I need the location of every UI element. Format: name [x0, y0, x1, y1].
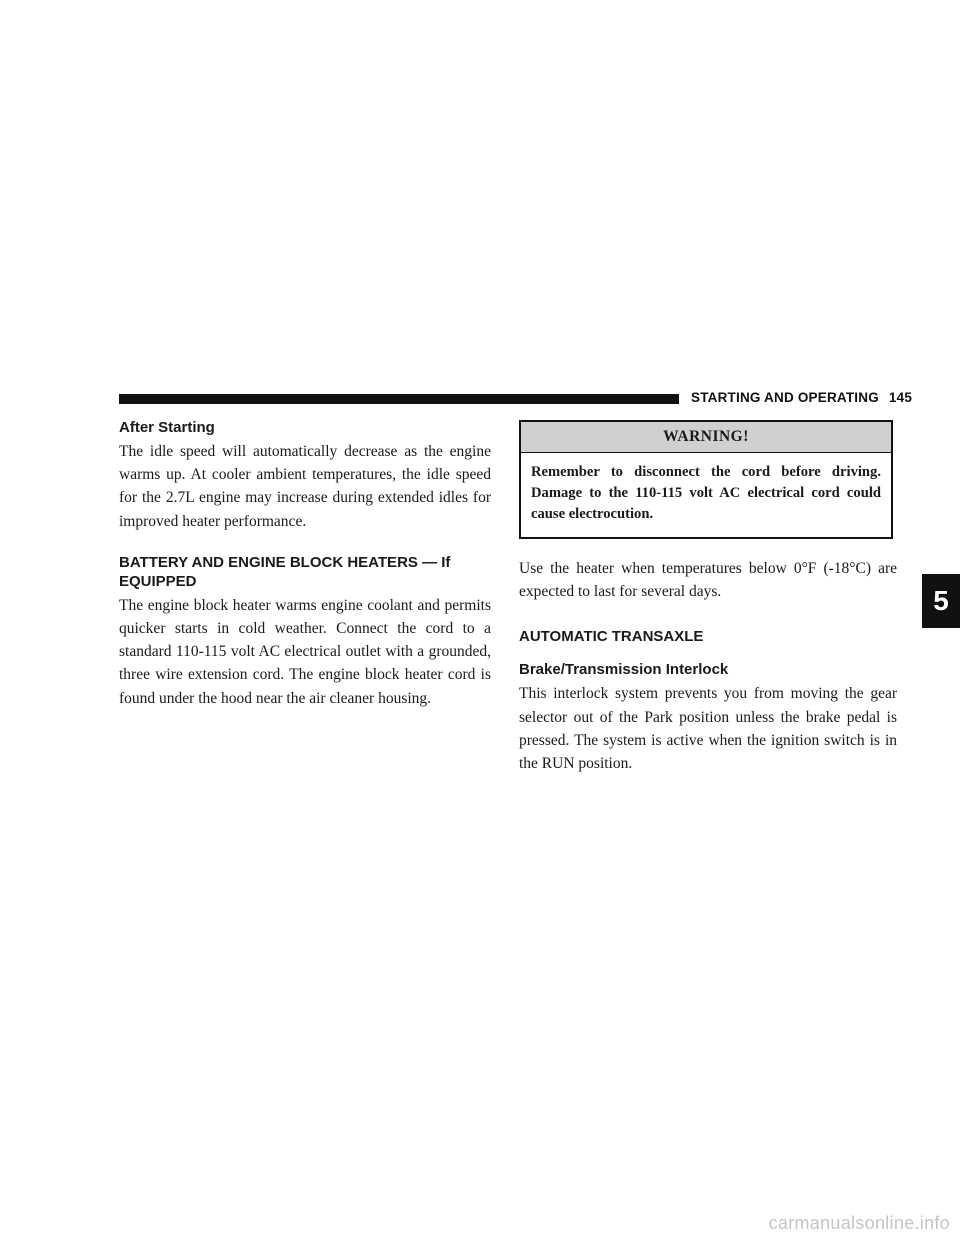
after-starting-heading: After Starting — [119, 419, 215, 436]
after-starting-text: The idle speed will automatically decrease as the engine warms up. At cooler ambient temperatures, the idle speed for the 2.7L engine may increase during extended idles for improved heater performance. — [119, 443, 491, 530]
right-column — [519, 420, 897, 775]
watermark: carmanualsonline.info — [768, 1213, 950, 1233]
chapter-tab: 5 — [922, 574, 960, 628]
transaxle-heading: AUTOMATIC TRANSAXLE — [519, 628, 704, 646]
warning-title: WARNING! — [521, 422, 891, 453]
heater-usage-text: Use the heater when temperatures below 0°F (-18°C) are expected to last for several days. — [519, 560, 897, 601]
warning-text: Remember to disconnect the cord before driving. Damage to the 110-115 volt AC electrical cord could cause electrocution. — [531, 464, 881, 522]
left-column — [119, 418, 491, 710]
header-section-title: STARTING AND OPERATING — [691, 390, 879, 405]
interlock-text: This interlock system prevents you from moving the gear selector out of the Park position unless the brake pedal is pressed. The system is active when the ignition switch is in the RUN position. — [519, 685, 897, 773]
running-header — [691, 390, 912, 405]
heaters-heading: BATTERY AND ENGINE BLOCK HEATERS — If EQUIPPED — [119, 553, 451, 590]
interlock-heading: Brake/Transmission Interlock — [519, 661, 729, 679]
page-number: 145 — [888, 390, 913, 405]
header-rule — [119, 394, 679, 404]
warning-box — [519, 420, 893, 539]
heaters-text: The engine block heater warms engine coolant and permits quicker starts in cold weather. Connect the cord to a standard 110-115 volt AC electrical outlet with a grounded, three wire extension cord. The engine block heater cord is found under the hood near the air cleaner housing. — [119, 596, 491, 707]
